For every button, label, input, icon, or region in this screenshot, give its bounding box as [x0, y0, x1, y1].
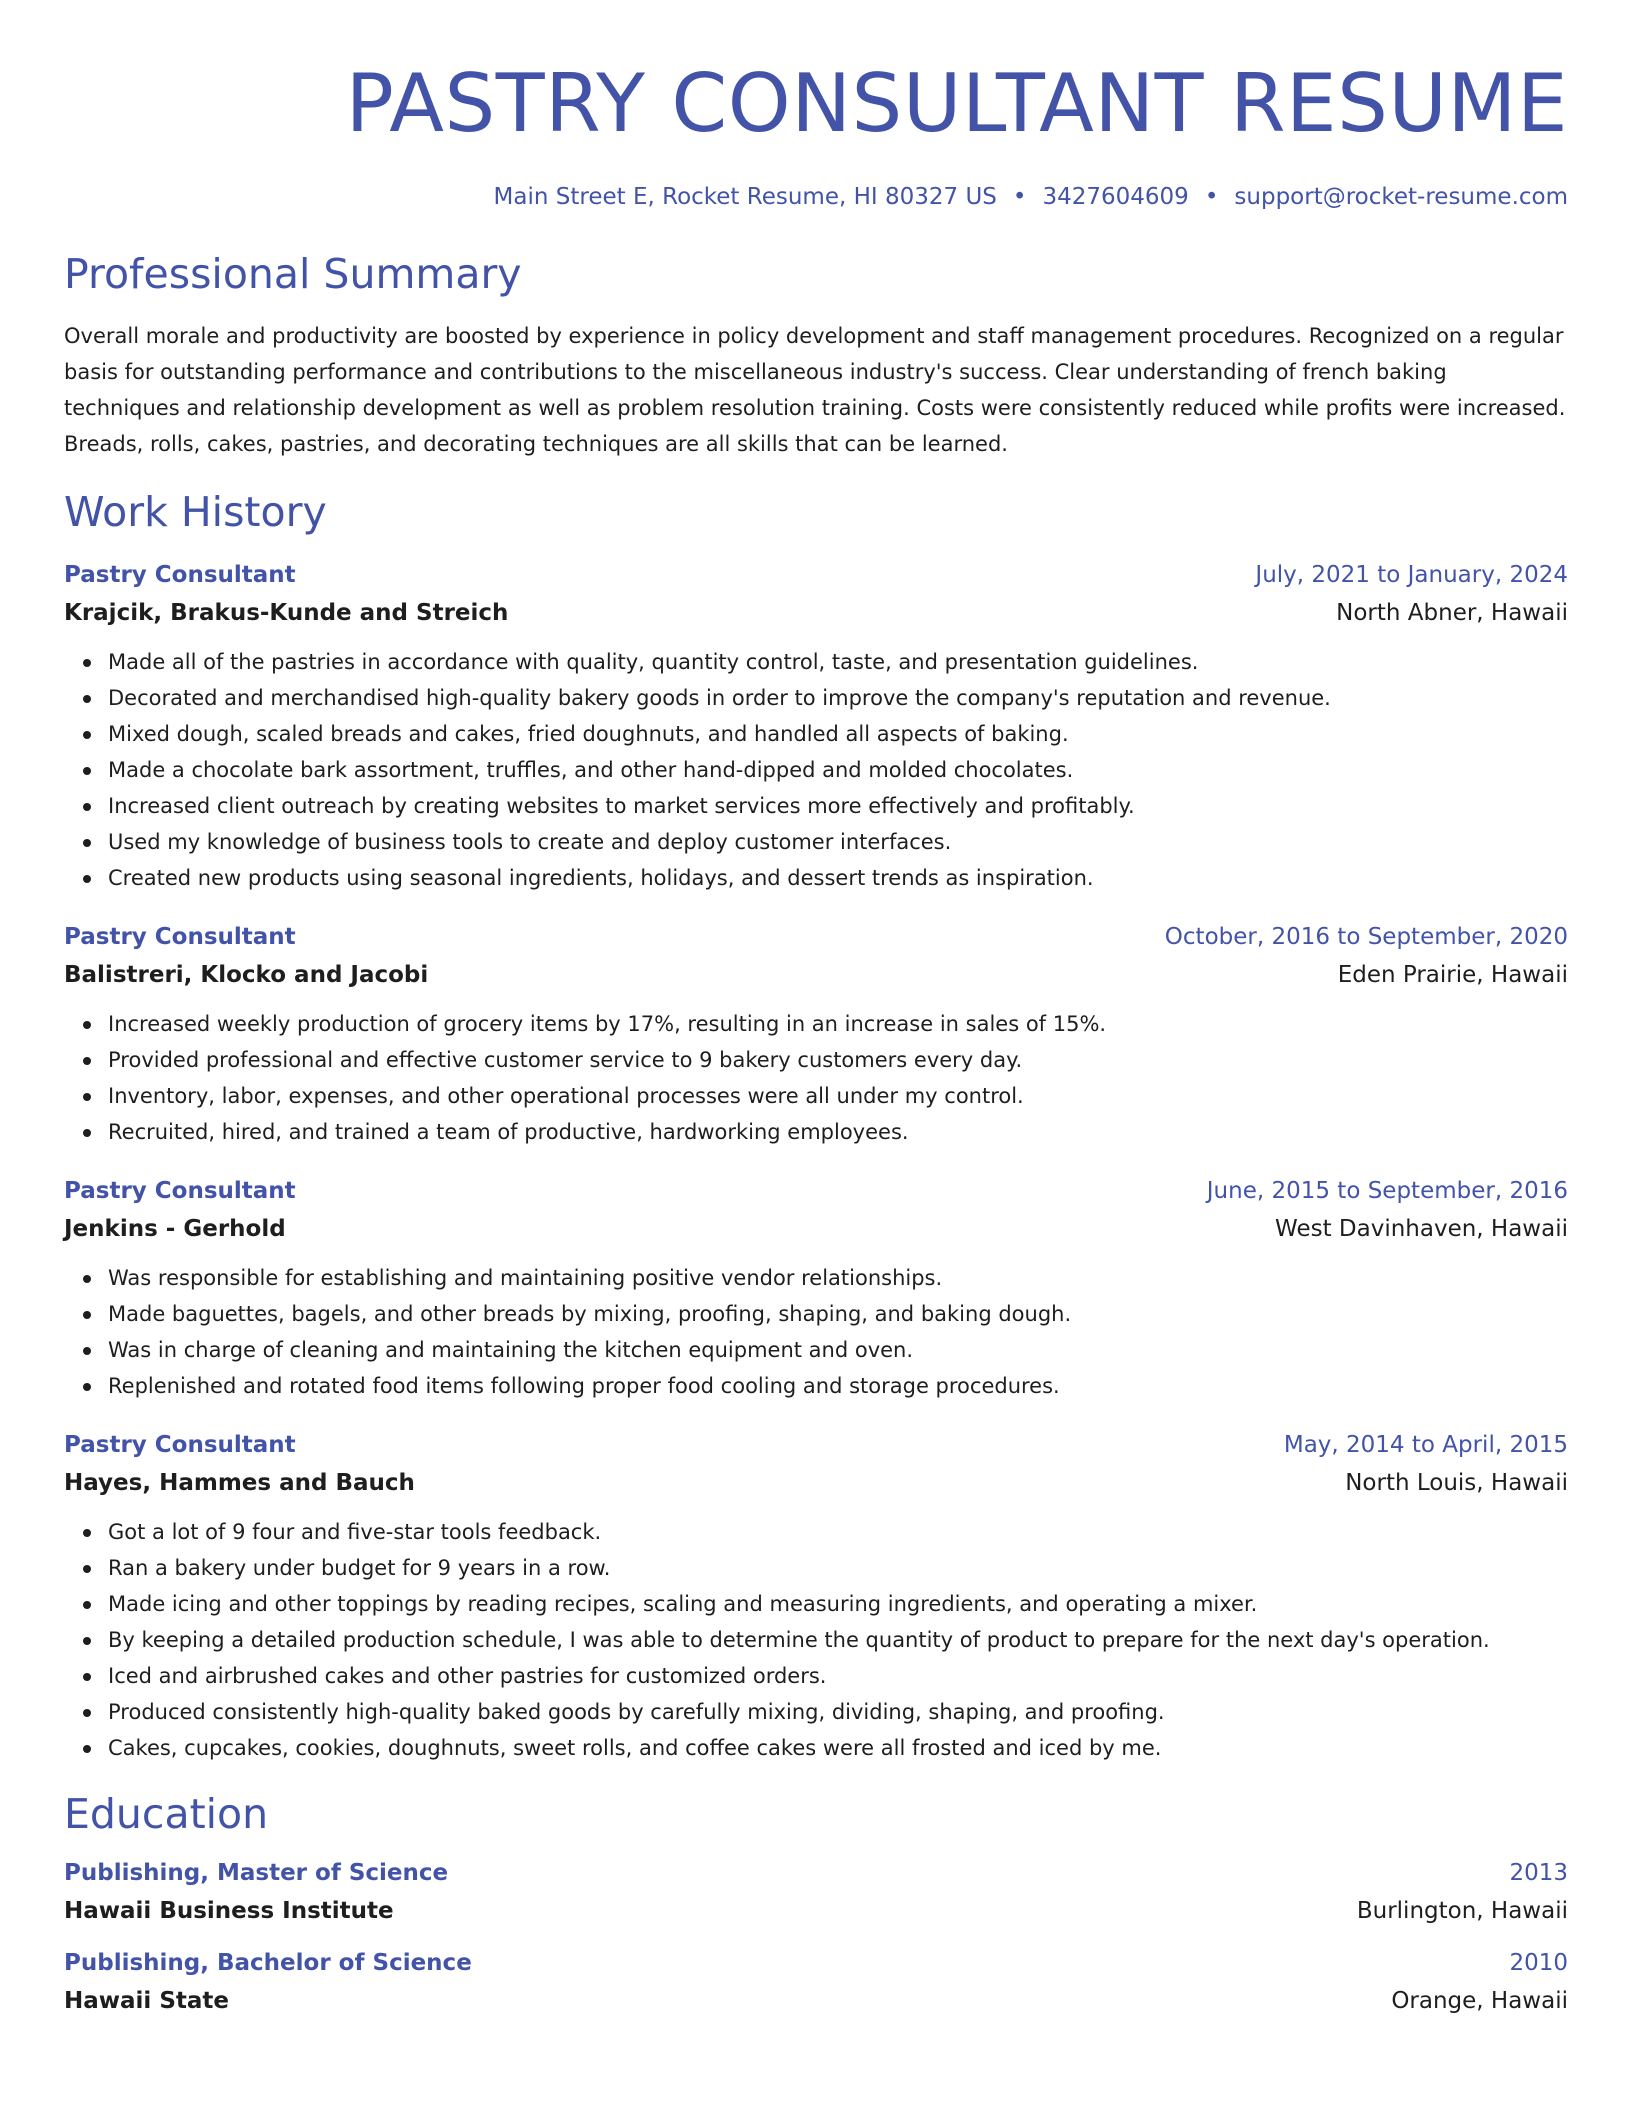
job-entry — [64, 922, 1568, 1150]
education-year: 2010 — [1509, 1950, 1568, 1976]
job-header-row — [64, 922, 1568, 952]
job-location: North Abner, Hawaii — [1336, 600, 1568, 626]
job-bullet: Made icing and other toppings by reading recipes, scaling and measuring ingredients, and operating a mixer. — [108, 1586, 1568, 1622]
job-bullet: Was responsible for establishing and maintaining positive vendor relationships. — [108, 1260, 1568, 1296]
job-bullet: Recruited, hired, and trained a team of productive, hardworking employees. — [108, 1114, 1568, 1150]
job-bullet-list — [64, 1006, 1568, 1150]
contact-address: Main Street E, Rocket Resume, HI 80327 US — [493, 184, 997, 210]
job-bullet: Was in charge of cleaning and maintaining the kitchen equipment and oven. — [108, 1332, 1568, 1368]
job-company-row — [64, 960, 1568, 990]
job-bullet: Got a lot of 9 four and five-star tools feedback. — [108, 1514, 1568, 1550]
job-company-row — [64, 1468, 1568, 1498]
education-school: Hawaii State — [64, 1988, 229, 2014]
education-heading: Education — [64, 1790, 269, 1838]
job-company: Hayes, Hammes and Bauch — [64, 1470, 415, 1496]
job-title: Pastry Consultant — [64, 1178, 296, 1204]
job-entry — [64, 1430, 1568, 1766]
job-bullet: Decorated and merchandised high-quality bakery goods in order to improve the company's reputation and revenue. — [108, 680, 1568, 716]
education-header-row — [64, 1948, 1568, 1978]
job-bullet: Created new products using seasonal ingredients, holidays, and dessert trends as inspiration. — [108, 860, 1568, 896]
job-bullet: Provided professional and effective customer service to 9 bakery customers every day. — [108, 1042, 1568, 1078]
job-bullet: Produced consistently high-quality baked goods by carefully mixing, dividing, shaping, and proofing. — [108, 1694, 1568, 1730]
job-company-row — [64, 598, 1568, 628]
education-school-row — [64, 1986, 1568, 2016]
education-location: Orange, Hawaii — [1391, 1988, 1568, 2014]
education-school-row — [64, 1896, 1568, 1926]
job-bullet: Mixed dough, scaled breads and cakes, fried doughnuts, and handled all aspects of baking. — [108, 716, 1568, 752]
job-location: West Davinhaven, Hawaii — [1275, 1216, 1568, 1242]
resume-title: PASTRY CONSULTANT RESUME — [345, 57, 1568, 150]
summary-heading: Professional Summary — [64, 250, 522, 298]
job-company: Krajcik, Brakus-Kunde and Streich — [64, 600, 509, 626]
job-bullet: Inventory, labor, expenses, and other operational processes were all under my control. — [108, 1078, 1568, 1114]
job-bullet: Increased weekly production of grocery items by 17%, resulting in an increase in sales of 15%. — [108, 1006, 1568, 1042]
job-location: North Louis, Hawaii — [1345, 1470, 1568, 1496]
job-bullet: Iced and airbrushed cakes and other pastries for customized orders. — [108, 1658, 1568, 1694]
job-title: Pastry Consultant — [64, 562, 296, 588]
job-title: Pastry Consultant — [64, 1432, 296, 1458]
job-bullet-list — [64, 1260, 1568, 1404]
job-bullet: Increased client outreach by creating websites to market services more effectively and profitably. — [108, 788, 1568, 824]
job-header-row — [64, 560, 1568, 590]
contact-separator: • — [1204, 184, 1219, 210]
contact-line — [64, 182, 1568, 212]
education-entry — [64, 1858, 1568, 1926]
job-location: Eden Prairie, Hawaii — [1337, 962, 1568, 988]
education-degree: Publishing, Bachelor of Science — [64, 1950, 472, 1976]
job-bullet: Used my knowledge of business tools to create and deploy customer interfaces. — [108, 824, 1568, 860]
education-entry — [64, 1948, 1568, 2016]
job-header-row — [64, 1176, 1568, 1206]
job-bullet: Made all of the pastries in accordance with quality, quantity control, taste, and presentation guidelines. — [108, 644, 1568, 680]
resume-page — [64, 56, 1568, 2016]
job-bullet: By keeping a detailed production schedule, I was able to determine the quantity of product to prepare for the next day's operation. — [108, 1622, 1568, 1658]
job-dates: May, 2014 to April, 2015 — [1283, 1432, 1568, 1458]
education-header-row — [64, 1858, 1568, 1888]
education-location: Burlington, Hawaii — [1356, 1898, 1568, 1924]
job-bullet: Replenished and rotated food items following proper food cooling and storage procedures. — [108, 1368, 1568, 1404]
job-dates: October, 2016 to September, 2020 — [1164, 924, 1568, 950]
job-entry — [64, 560, 1568, 896]
contact-email[interactable]: support@rocket-resume.com — [1234, 184, 1568, 210]
contact-phone[interactable]: 3427604609 — [1042, 184, 1189, 210]
contact-separator: • — [1012, 184, 1027, 210]
job-bullet: Cakes, cupcakes, cookies, doughnuts, sweet rolls, and coffee cakes were all frosted and iced by me. — [108, 1730, 1568, 1766]
job-dates: June, 2015 to September, 2016 — [1206, 1178, 1568, 1204]
summary-text: Overall morale and productivity are boosted by experience in policy development and staff management procedures. Recognized on a regular basis for outstanding performance and contributions to the miscellaneous industry's success. Clear understanding of french baking techniques and relationship development as well as problem resolution training. Costs were consistently reduced while profits were increased. Breads, rolls, cakes, pastries, and decorating techniques are all skills that can be learned. — [64, 324, 1566, 456]
job-title: Pastry Consultant — [64, 924, 296, 950]
job-bullet: Made baguettes, bagels, and other breads by mixing, proofing, shaping, and baking dough. — [108, 1296, 1568, 1332]
job-bullet-list — [64, 644, 1568, 896]
job-bullet-list — [64, 1514, 1568, 1766]
job-bullet: Ran a bakery under budget for 9 years in a row. — [108, 1550, 1568, 1586]
education-year: 2013 — [1509, 1860, 1568, 1886]
job-company: Balistreri, Klocko and Jacobi — [64, 962, 429, 988]
education-school: Hawaii Business Institute — [64, 1898, 394, 1924]
job-company-row — [64, 1214, 1568, 1244]
job-header-row — [64, 1430, 1568, 1460]
education-degree: Publishing, Master of Science — [64, 1860, 449, 1886]
job-dates: July, 2021 to January, 2024 — [1255, 562, 1568, 588]
work-history-heading: Work History — [64, 488, 327, 536]
job-entry — [64, 1176, 1568, 1404]
job-company: Jenkins - Gerhold — [64, 1216, 286, 1242]
job-bullet: Made a chocolate bark assortment, truffles, and other hand-dipped and molded chocolates. — [108, 752, 1568, 788]
